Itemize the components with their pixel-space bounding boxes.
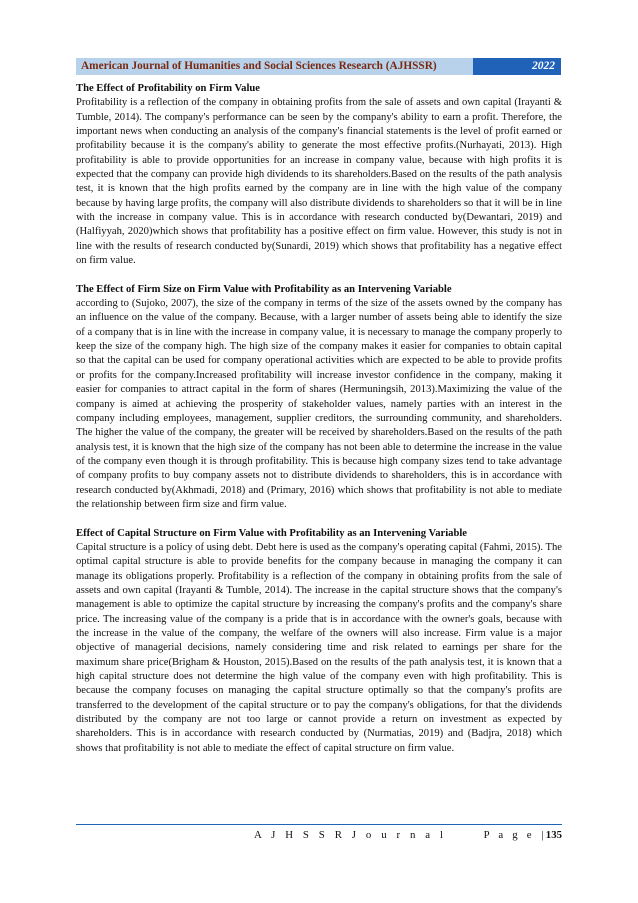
running-footer: [76, 829, 562, 845]
footer-page-label: P a g e: [483, 829, 541, 841]
section-paragraph: Profitability is a reflection of the company in obtaining profits from the sale of assets and own capital (Irayanti & Tumble, 2014). The company's performance can be seen by the company's ability to earn a profit. Therefore, the important news when conducting an analysis of the company's financial statements is the level of profit earned or profitability because it is the company's ability to generate the most effective profits.(Nurhayati, 2013). High profitability is able to provide opportunities for an increase in company value, because with high profits it is expected that the company can provide high dividends to its shareholders.Based on the results of the path analysis test, it is known that the high profits earned by the company are in line with the high value of the company because by having large profits, the company will also distribute dividends to shareholders so that it will be in line with the increase in company value. This is in accordance with research conducted by(Dewantari, 2019) and (Halfiyyah, 2020)which shows that profitability has a positive effect on firm value. However, this study is not in line with the results of research conducted by(Sunardi, 2019) which shows that profitability has a negative effect on firm value.: [76, 97, 562, 267]
footer-page-indicator: [484, 829, 562, 841]
section-profitability: [76, 82, 562, 268]
section-heading: The Effect of Firm Size on Firm Value with Profitability as an Intervening Variable: [76, 283, 452, 295]
section-paragraph: Capital structure is a policy of using debt. Debt here is used as the company's operating capital (Fahmi, 2015). The optimal capital structure is able to provide benefits for the company because in managing the company it can manage its obligations properly. Profitability is a reflection of the company in obtaining profits from the sale of assets and own capital (Irayanti & Tumble, 2014). The increase in the capital structure shows that the company's management is able to optimize the capital structure by increasing the company's profits and the company's share price. The increasing value of the company is a pride that is in accordance with the owner's goals, because with the increase in the value of the company, the welfare of the owners will also increase. Firm value is a major objective of managerial decisions, namely considering time and risk related to earnings per share for the maximum share price(Brigham & Houston, 2015).Based on the results of the path analysis test, it is known that a high capital structure does not determine the high value of the company even with high profitability. This is because the company focuses on managing the capital structure optimally so that the company's profits are transferred to the development of the capital structure or to pay the company's obligations, for that the dividends distributed by the company are not too large or cannot provide a return on investment as expected by shareholders. This is in accordance with research conducted by (Nurmatias, 2019) and (Badjra, 2018) which shows that profitability is not able to mediate the effect of capital structure on firm value.: [76, 541, 562, 754]
section-paragraph: according to (Sujoko, 2007), the size of the company in terms of the size of the assets owned by the company has an influence on the value of the company. Because, with a larger number of assets being able to identify the size of a company that is in line with the increase in company value, it is necessary to manage the company properly to keep the size of the company high. The high size of the company makes it easier for companies to obtain capital so that the capital can be used for company operational activities which are expected to be able to provide profits or profits for the company.Increased profitability will increase investor confidence in the company, making it easier for companies to attract capital in the form of shares (Hermuningsih, 2013).Maximizing the value of the company is aimed at achieving the prosperity of stakeholder values, namely parties with an interest in the company including employees, management, supplier creditors, the surrounding community, and shareholders. The higher the value of the company, the greater will be received by shareholders.Based on the results of the path analysis test, it is known that the high size of the company has not been able to determine the increase in the value of the company even though it is through profitability. This is because high company sizes tend to take advantage of company profits to buy company assets not to distribute dividends to shareholders, this is in accordance with research conducted by(Akhmadi, 2018) and (Primary, 2016) which shows that profitability is not able to mediate the relationship between firm size and firm value.: [76, 298, 562, 510]
footer-page-number: 135: [545, 829, 562, 841]
footer-journal-name: A J H S S R J o u r n a l: [254, 829, 447, 841]
section-firm-size: [76, 283, 562, 513]
article-body: [76, 82, 562, 770]
running-header: [76, 58, 561, 75]
header-journal-title: American Journal of Humanities and Social Sciences Research (AJHSSR): [76, 58, 473, 75]
section-capital-structure: [76, 527, 562, 757]
footer-divider: [76, 824, 562, 825]
section-heading: The Effect of Profitability on Firm Value: [76, 83, 260, 94]
footer-separator: |: [541, 829, 544, 841]
header-year: 2022: [473, 58, 561, 75]
section-heading: Effect of Capital Structure on Firm Value with Profitability as an Intervening Variable: [76, 527, 467, 539]
